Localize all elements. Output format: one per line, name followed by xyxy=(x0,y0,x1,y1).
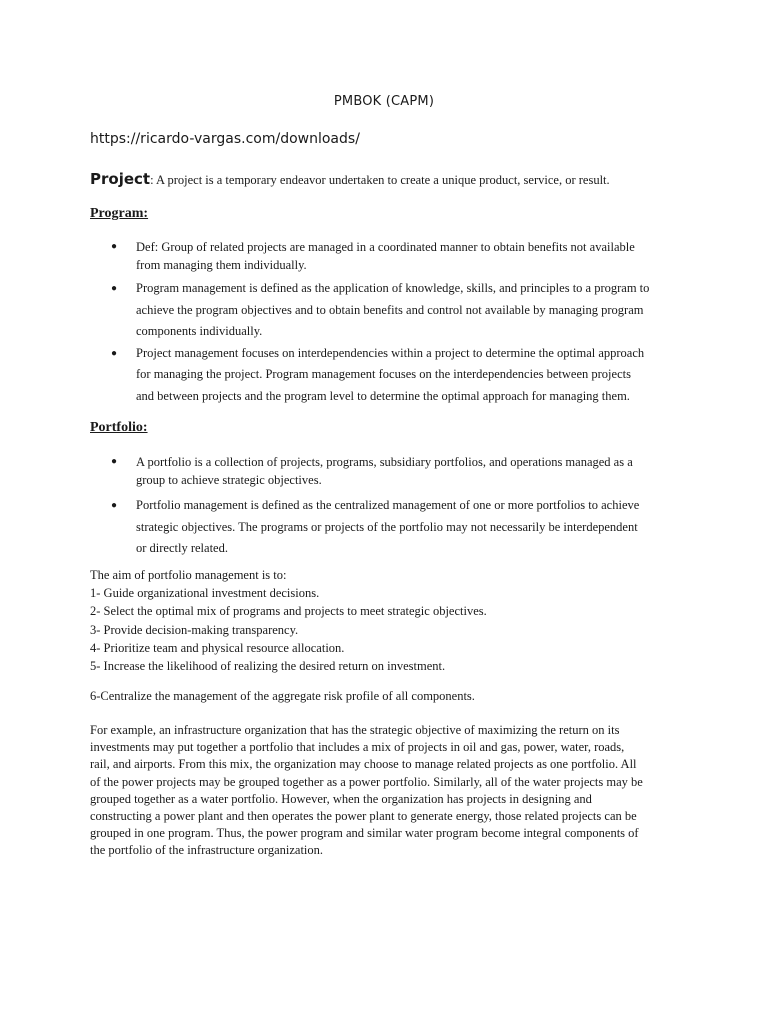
list-item-line: from managing them individually. xyxy=(136,258,307,272)
bullet-icon: ● xyxy=(111,241,118,252)
list-item xyxy=(90,343,690,408)
aim-item: 4- Prioritize team and physical resource allocation. xyxy=(90,640,345,655)
paragraph-line: constructing a power plant and then operates the power plant to generate energy, those related projects can be xyxy=(90,809,637,824)
list-item xyxy=(90,238,690,274)
project-definition-text: A project is a temporary endeavor undertaken to create a unique product, service, or result. xyxy=(153,173,610,187)
list-item-line: achieve the program objectives and to obtain benefits and control not available by managing program xyxy=(136,302,644,317)
example-paragraph xyxy=(90,722,678,860)
project-definition xyxy=(90,170,690,189)
program-bullet-list xyxy=(90,238,690,407)
list-item-line: or directly related. xyxy=(136,541,228,555)
list-item-line: and between projects and the program level to determine the optimal approach for managing them. xyxy=(136,388,630,403)
list-item-line: Def: Group of related projects are managed in a coordinated manner to obtain benefits not available xyxy=(136,240,635,254)
aim-intro: The aim of portfolio management is to: xyxy=(90,568,287,582)
list-item-line: Project management focuses on interdependencies within a project to determine the optimal approach xyxy=(136,345,645,360)
list-item-line: for managing the project. Program management focuses on the interdependencies between projects xyxy=(136,367,631,381)
bullet-icon: ● xyxy=(111,283,118,294)
project-term: Project xyxy=(90,170,151,188)
aim-item: 1- Guide organizational investment decisions. xyxy=(90,586,320,601)
aim-item: 5- Increase the likelihood of realizing the desired return on investment. xyxy=(90,659,446,674)
aim-item: 2- Select the optimal mix of programs and projects to meet strategic objectives. xyxy=(90,604,487,619)
list-item-line: Program management is defined as the application of knowledge, skills, and principles to a program to xyxy=(136,281,650,295)
list-item-line: A portfolio is a collection of projects, programs, subsidiary portfolios, and operations managed as a xyxy=(136,455,633,469)
project-colon: : xyxy=(150,173,154,187)
list-item xyxy=(90,453,690,489)
paragraph-line: For example, an infrastructure organization that has the strategic objective of maximizing the return on its xyxy=(90,723,620,737)
list-item-line: group to achieve strategic objectives. xyxy=(136,473,322,487)
aim-item-6: 6-Centralize the management of the aggregate risk profile of all components. xyxy=(90,689,475,703)
list-item-line: Portfolio management is defined as the centralized management of one or more portfolios to achieve xyxy=(136,498,640,512)
paragraph-line: rail, and airports. From this mix, the organization may choose to manage related projects as one portfolio. All xyxy=(90,757,637,772)
aim-list xyxy=(90,566,690,675)
bullet-icon: ● xyxy=(111,456,118,467)
list-item xyxy=(90,278,690,343)
paragraph-line: of the power projects may be grouped together as a power portfolio. Similarly, all of the water projects may be xyxy=(90,774,643,789)
portfolio-heading: Portfolio: xyxy=(90,420,148,435)
list-item-line: strategic objectives. The programs or projects of the portfolio may not necessarily be interdependent xyxy=(136,519,638,534)
aim-item: 3- Provide decision-making transparency. xyxy=(90,622,299,637)
paragraph-line: the portfolio of the infrastructure organization. xyxy=(90,843,324,858)
portfolio-bullet-list xyxy=(90,453,690,560)
bullet-icon: ● xyxy=(111,347,118,359)
bullet-icon: ● xyxy=(111,500,118,511)
paragraph-line: grouped in one program. Thus, the power program and similar water program become integral components of xyxy=(90,826,639,841)
list-item-line: components individually. xyxy=(136,324,263,338)
paragraph-line: investments may put together a portfolio that includes a mix of projects in oil and gas, power, water, roads, xyxy=(90,740,625,755)
program-heading: Program: xyxy=(90,206,149,221)
list-item xyxy=(90,495,690,560)
paragraph-line: grouped together as a water portfolio. However, when the organization has projects in designing and xyxy=(90,791,592,806)
downloads-url: https://ricardo-vargas.com/downloads/ xyxy=(90,131,360,147)
page-title: PMBOK (CAPM) xyxy=(333,94,435,109)
